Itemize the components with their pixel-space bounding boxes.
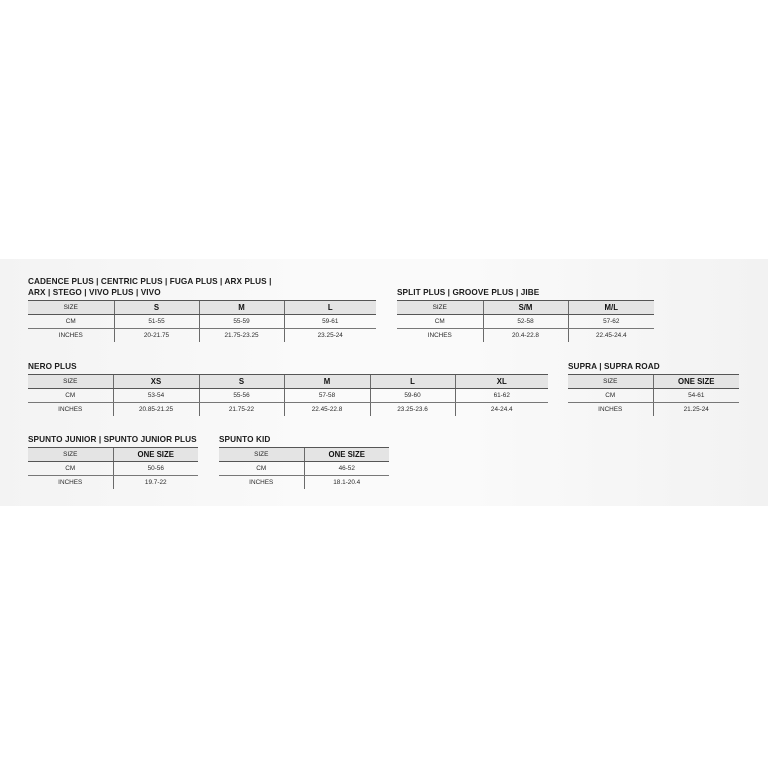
size-table [28, 374, 548, 416]
size-header-cell: M [199, 301, 284, 315]
row-label: INCHES [58, 479, 83, 486]
chart-title-line: SUPRA | SUPRA ROAD [568, 362, 660, 371]
size-header-cell: S/M [483, 301, 568, 315]
row-label: CM [28, 462, 113, 476]
row-label: INCHES [427, 332, 452, 339]
size-value-cell: 20.4-22.8 [483, 329, 568, 343]
chart-title-line: CADENCE PLUS | CENTRIC PLUS | FUGA PLUS | ARX PLUS | [28, 277, 272, 286]
size-row [28, 301, 376, 315]
chart-title-line: SPUNTO KID [219, 435, 271, 444]
inches-row [28, 476, 198, 490]
size-value-cell: 22.45-22.8 [284, 403, 370, 417]
chart-title [219, 434, 389, 445]
cm-row [568, 389, 739, 403]
chart-spunto-junior [28, 434, 198, 489]
size-table [397, 300, 654, 342]
size-header-cell: S [199, 375, 284, 389]
chart-supra [568, 361, 739, 416]
chart-cadence [28, 276, 376, 342]
chart-title-line: SPUNTO JUNIOR | SPUNTO JUNIOR PLUS [28, 435, 197, 444]
size-header-cell: ONE SIZE [304, 448, 389, 462]
size-value-cell: 23.25-24 [284, 329, 376, 343]
chart-title-line: ARX | STEGO | VIVO PLUS | VIVO [28, 288, 161, 297]
size-value-cell: 19.7-22 [113, 476, 198, 490]
row-label: SIZE [568, 375, 653, 389]
size-value-cell: 54-61 [653, 389, 739, 403]
chart-title-line: NERO PLUS [28, 362, 77, 371]
size-value-cell: 50-56 [113, 462, 198, 476]
size-value-cell: 23.25-23.6 [370, 403, 455, 417]
row-label: INCHES [58, 332, 83, 339]
size-row [28, 375, 548, 389]
size-value-cell: 55-56 [199, 389, 284, 403]
size-value-cell: 22.45-24.4 [568, 329, 654, 343]
size-value-cell: 59-61 [284, 315, 376, 329]
chart-title [28, 361, 548, 372]
size-value-cell: 57-58 [284, 389, 370, 403]
size-value-cell: 51-55 [114, 315, 199, 329]
row-label: SIZE [28, 301, 114, 315]
size-value-cell: 46-52 [304, 462, 389, 476]
row-label: CM [568, 389, 653, 403]
row-label: CM [28, 315, 114, 329]
row-label: INCHES [249, 479, 274, 486]
chart-title [28, 276, 376, 298]
cm-row [28, 315, 376, 329]
row-label: SIZE [219, 448, 304, 462]
chart-title [28, 434, 198, 445]
row-label: SIZE [28, 375, 113, 389]
size-table [219, 447, 389, 489]
row-label: CM [397, 315, 483, 329]
cm-row [397, 315, 654, 329]
row-label: CM [28, 389, 113, 403]
size-value-cell: 59-60 [370, 389, 455, 403]
size-row [397, 301, 654, 315]
size-row [219, 448, 389, 462]
size-header-cell: S [114, 301, 199, 315]
row-label: CM [219, 462, 304, 476]
inches-row [28, 329, 376, 343]
row-label: INCHES [598, 406, 623, 413]
chart-title [568, 361, 739, 372]
row-label: INCHES [58, 406, 83, 413]
size-value-cell: 20.85-21.25 [113, 403, 199, 417]
size-table [28, 447, 198, 489]
size-header-cell: XL [455, 375, 548, 389]
size-header-cell: M/L [568, 301, 654, 315]
size-header-cell: ONE SIZE [113, 448, 198, 462]
size-value-cell: 57-62 [568, 315, 654, 329]
cm-row [28, 462, 198, 476]
size-value-cell: 21.25-24 [653, 403, 739, 417]
size-value-cell: 53-54 [113, 389, 199, 403]
size-header-cell: L [370, 375, 455, 389]
chart-title [397, 287, 654, 298]
size-value-cell: 20-21.75 [114, 329, 199, 343]
size-value-cell: 55-59 [199, 315, 284, 329]
cm-row [219, 462, 389, 476]
size-value-cell: 21.75-22 [199, 403, 284, 417]
inches-row [219, 476, 389, 490]
chart-nero [28, 361, 548, 416]
row-label: SIZE [397, 301, 483, 315]
inches-row [28, 403, 548, 417]
inches-row [397, 329, 654, 343]
size-table [568, 374, 739, 416]
size-header-cell: M [284, 375, 370, 389]
size-header-cell: ONE SIZE [653, 375, 739, 389]
inches-row [568, 403, 739, 417]
size-value-cell: 52-58 [483, 315, 568, 329]
size-header-cell: XS [113, 375, 199, 389]
cm-row [28, 389, 548, 403]
chart-spunto-kid [219, 434, 389, 489]
size-row [568, 375, 739, 389]
size-table [28, 300, 376, 342]
size-value-cell: 24-24.4 [455, 403, 548, 417]
size-value-cell: 18.1-20.4 [304, 476, 389, 490]
size-row [28, 448, 198, 462]
size-value-cell: 21.75-23.25 [199, 329, 284, 343]
row-label: SIZE [28, 448, 113, 462]
size-header-cell: L [284, 301, 376, 315]
chart-split [397, 287, 654, 342]
chart-title-line: SPLIT PLUS | GROOVE PLUS | JIBE [397, 288, 540, 297]
size-value-cell: 61-62 [455, 389, 548, 403]
